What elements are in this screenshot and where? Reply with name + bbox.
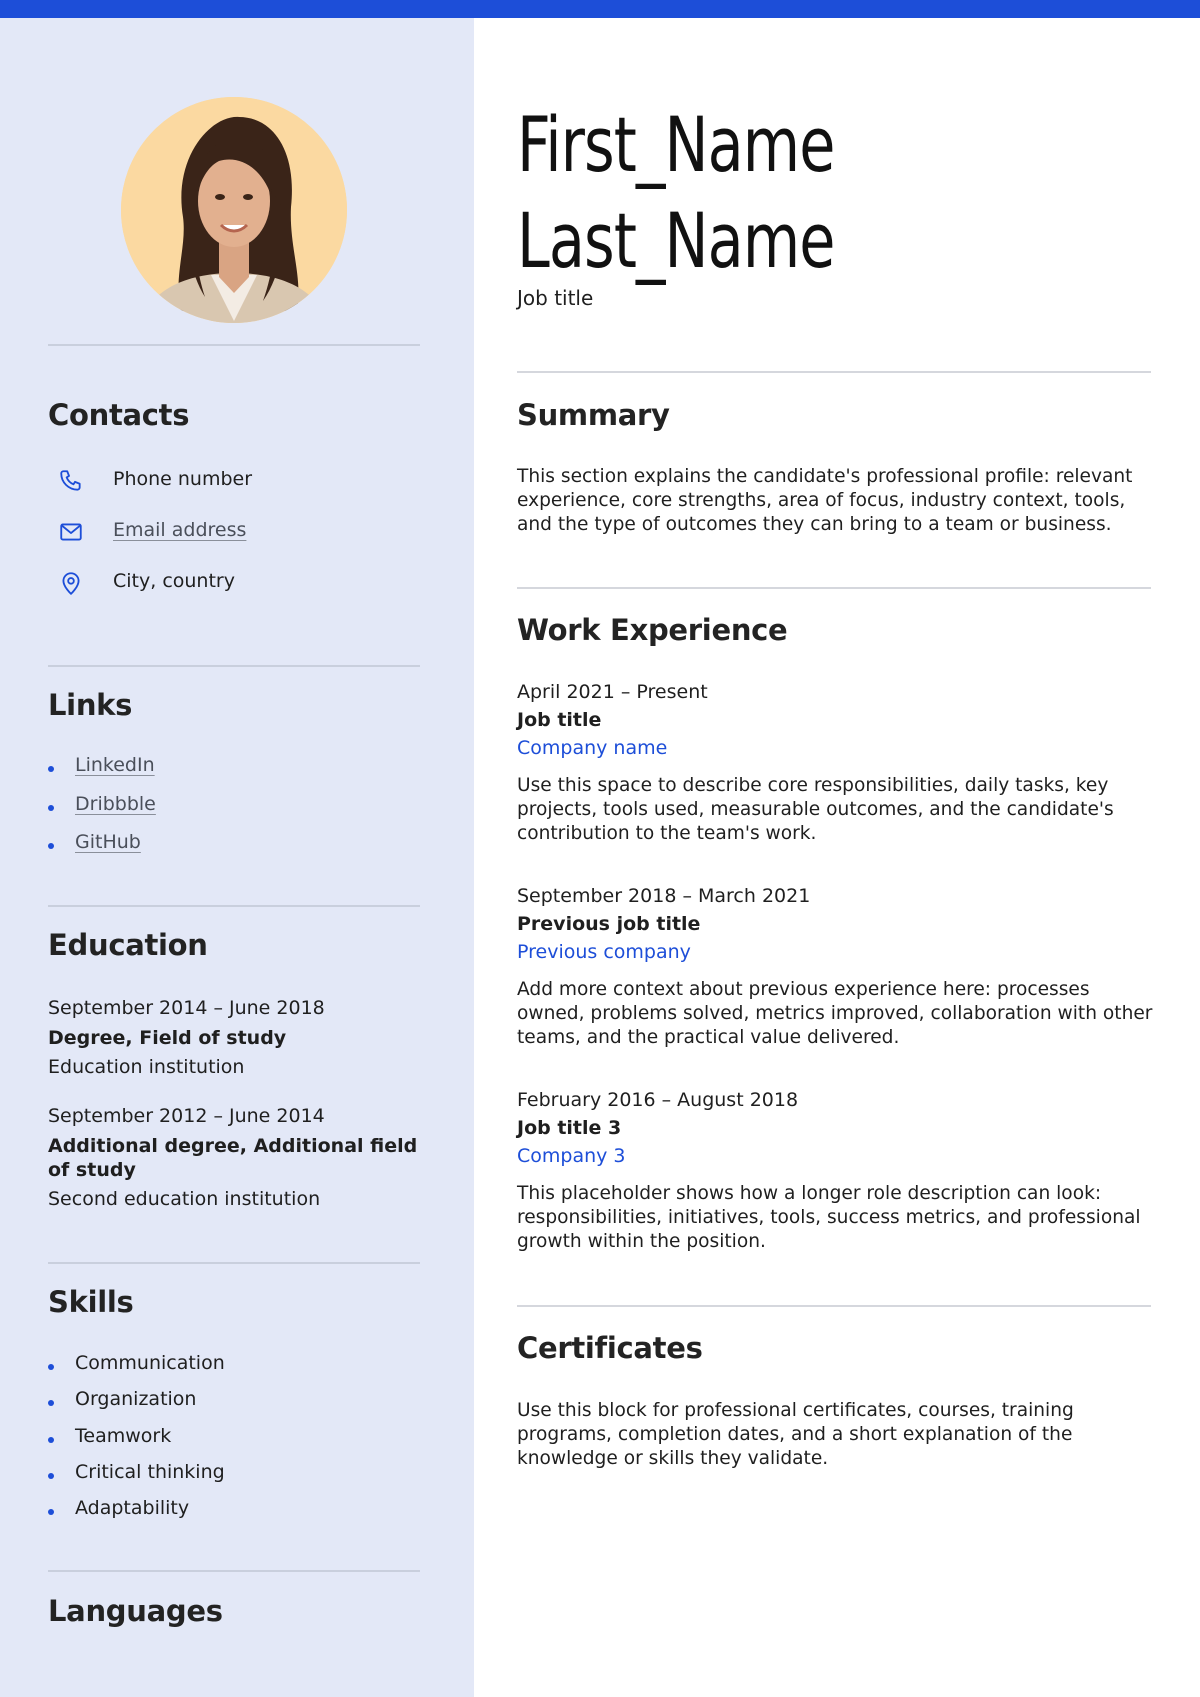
skills-list [48, 1352, 225, 1533]
work-experience-title: Work Experience [517, 613, 788, 647]
job-entry [517, 1088, 1157, 1254]
link-item-github[interactable]: GitHub [48, 831, 156, 870]
avatar [121, 97, 347, 323]
summary-text: This section explains the candidate's professional profile: relevant experience, core strengths, area of focus, industry context, tools, and the type of outcomes they can bring to a team or business. [517, 466, 1133, 535]
skills-title: Skills [48, 1285, 134, 1319]
main-divider [517, 587, 1151, 589]
contact-location [56, 568, 235, 598]
top-accent-bar [0, 0, 1200, 18]
main-content [474, 18, 1200, 1697]
job-company: Company 3 [517, 1145, 626, 1167]
link-item-linkedin[interactable]: LinkedIn [48, 754, 156, 793]
job-description: Add more context about previous experience here: processes owned, problems solved, metrics improved, collaboration with other teams, and the practical value delivered. [517, 979, 1153, 1048]
sidebar-divider [48, 344, 420, 346]
contact-phone-text: Phone number [113, 468, 253, 490]
job-entry [517, 884, 1157, 1050]
links-list [48, 754, 156, 870]
link-item-dribbble[interactable]: Dribbble [48, 793, 156, 832]
skill-item: Teamwork [48, 1425, 225, 1461]
skill-item: Communication [48, 1352, 225, 1388]
skill-item: Organization [48, 1388, 225, 1424]
education-degree: Additional degree, Additional field of study [48, 1135, 418, 1181]
education-entry [48, 996, 420, 1079]
job-company: Previous company [517, 941, 691, 963]
education-title: Education [48, 928, 208, 962]
contact-email-link[interactable]: Email address [113, 519, 247, 541]
job-company: Company name [517, 737, 668, 759]
certificates-title: Certificates [517, 1331, 703, 1365]
links-title: Links [48, 688, 133, 722]
contact-phone[interactable] [56, 466, 253, 496]
sidebar-divider [48, 1262, 420, 1264]
education-dates: September 2014 – June 2018 [48, 997, 325, 1019]
job-dates: April 2021 – Present [517, 681, 708, 703]
job-title: Previous job title [517, 913, 701, 935]
certificates-text: Use this block for professional certificates, courses, training programs, completion dates, and a short explanation of the knowledge or skills they validate. [517, 1400, 1074, 1469]
skill-item: Adaptability [48, 1497, 225, 1533]
header-job-title: Job title [517, 286, 594, 310]
contact-location-text: City, country [113, 570, 235, 592]
job-description: This placeholder shows how a longer role description can look: responsibilities, initiatives, tools, success metrics, and professional growth within the position. [517, 1183, 1141, 1252]
job-title: Job title [517, 709, 602, 731]
job-entry [517, 680, 1157, 846]
sidebar-divider [48, 1570, 420, 1572]
location-pin-icon [56, 568, 86, 598]
mail-icon [56, 517, 86, 547]
job-dates: September 2018 – March 2021 [517, 885, 811, 907]
last-name: Last_Name [517, 196, 835, 285]
first-name: First_Name [517, 100, 835, 189]
job-dates: February 2016 – August 2018 [517, 1089, 799, 1111]
profile-photo [121, 97, 347, 323]
education-degree: Degree, Field of study [48, 1027, 287, 1049]
education-institution: Education institution [48, 1056, 245, 1078]
phone-icon [56, 466, 86, 496]
main-divider [517, 1305, 1151, 1307]
contacts-title: Contacts [48, 398, 190, 432]
summary-title: Summary [517, 398, 670, 432]
skill-item: Critical thinking [48, 1461, 225, 1497]
contact-email[interactable] [56, 517, 247, 547]
job-title: Job title 3 [517, 1117, 622, 1139]
main-divider [517, 371, 1151, 373]
sidebar-divider [48, 905, 420, 907]
education-institution: Second education institution [48, 1188, 321, 1210]
education-dates: September 2012 – June 2014 [48, 1105, 325, 1127]
education-entry [48, 1104, 420, 1211]
sidebar-divider [48, 665, 420, 667]
languages-title: Languages [48, 1594, 223, 1628]
sidebar [0, 18, 474, 1697]
job-description: Use this space to describe core responsibilities, daily tasks, key projects, tools used, measurable outcomes, and the candidate's contribution to the team's work. [517, 775, 1114, 844]
